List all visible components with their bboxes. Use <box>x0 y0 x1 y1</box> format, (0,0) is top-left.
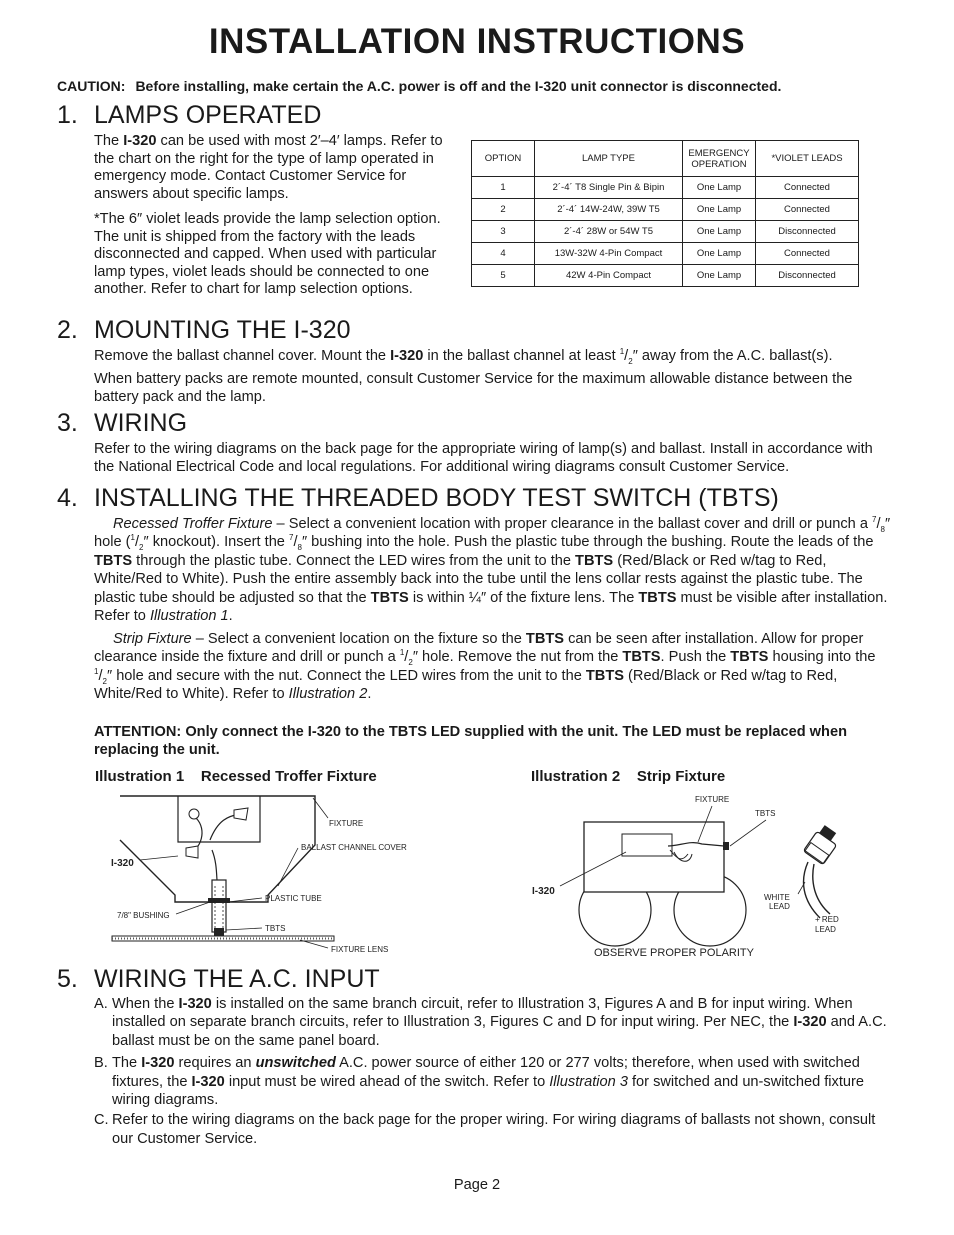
label-red-lead-1: + RED <box>815 915 839 924</box>
table-row <box>472 199 859 221</box>
table-row <box>472 265 859 287</box>
table-cell: One Lamp <box>683 243 756 265</box>
table-cell: One Lamp <box>683 265 756 287</box>
table-cell: One Lamp <box>683 199 756 221</box>
strip-fixture-paragraph: Strip Fixture – Select a convenient location on the fixture so the TBTS can be seen after installation. Allow for proper clearance inside the fixture and drill or punch a $^1/_2''$ hole. Remove the nut from the TBTS. Push the TBTS housing into the $^1/_2''$ hole and secure with the nut. Connect the LED wires from the unit to the TBTS (Red/Black or Red w/tag to Red, White/Red to White). Refer to Illustration 2. <box>94 631 876 703</box>
table-row <box>472 243 859 265</box>
leader-line <box>226 928 262 930</box>
section-1-heading: 1. LAMPS OPERATED <box>57 101 322 129</box>
caution-label: CAUTION: <box>57 78 126 94</box>
illustration-2-title: Illustration 2 Strip Fixture <box>531 768 726 785</box>
lamp-selection-table <box>471 140 859 287</box>
list-item: C. Refer to the wiring diagrams on the back page for the proper wiring. For wiring diagrams of ballasts not shown, consult our Customer Service. <box>94 1112 876 1147</box>
unit-box <box>622 834 672 856</box>
table-cell: 3 <box>472 221 535 243</box>
table-cell: One Lamp <box>683 177 756 199</box>
label-white-lead-1: WHITE <box>764 893 790 902</box>
table-cell: 2´-4´ T8 Single Pin & Bipin <box>535 177 683 199</box>
white-lead-wire <box>804 862 820 918</box>
caution-notice <box>57 78 781 94</box>
mounting-paragraph-1: Remove the ballast channel cover. Mount the I-320 in the ballast channel at least $^1/_2''$ away from the A.C. ballast(s). <box>94 347 833 366</box>
tbts-switch <box>723 842 729 850</box>
bushing <box>208 898 230 903</box>
violet-leads-paragraph: *The 6″ violet leads provide the lamp selection option. The unit is shipped from the factory with the leads disconnected and capped. When used with particular lamp types, violet leads should be connected to one another. Refer to chart for lamp selection options. <box>94 211 441 297</box>
leader-line <box>140 856 178 860</box>
plastic-tube <box>212 880 226 932</box>
page-title: INSTALLATION INSTRUCTIONS <box>208 22 746 61</box>
table-cell: Connected <box>756 243 859 265</box>
unit-screw <box>189 809 199 819</box>
leader-line <box>176 902 210 914</box>
section-3-heading: 3. WIRING <box>57 409 188 437</box>
illustration-1-diagram <box>100 790 430 960</box>
illustration-2-diagram <box>520 790 850 965</box>
tbts-switch <box>214 928 224 936</box>
wiring-paragraph: Refer to the wiring diagrams on the back page for the appropriate wiring of lamp(s) and ballast. Install in accordance with the National Electrical Code and local regulations. For additional wiring diagrams consult Customer Service. <box>94 441 873 476</box>
table-cell: 4 <box>472 243 535 265</box>
table-header-cell: EMERGENCY OPERATION <box>683 141 756 177</box>
label-unit: I-320 <box>111 858 134 869</box>
wire-nut <box>186 846 198 858</box>
leader-line <box>730 820 766 846</box>
table-header-cell: *VIOLET LEADS <box>756 141 859 177</box>
label-plastic-tube: PLASTIC TUBE <box>265 894 322 903</box>
caution-text: Before installing, make certain the A.C. power is off and the I-320 unit connector is disconnected. <box>135 78 782 94</box>
table-header-cell: LAMP TYPE <box>535 141 683 177</box>
section-4-heading: 4. INSTALLING THE THREADED BODY TEST SWITCH (TBTS) <box>57 484 779 512</box>
label-tbts: TBTS <box>265 924 286 933</box>
list-item: A. When the I-320 is installed on the same branch circuit, refer to Illustration 3, Figures A and B for input wiring. When installed on separate branch circuits, refer to Illustration 3, Figures C and D for input wiring. Per NEC, the I-320 and A.C. ballast must be on the same panel board. <box>94 996 887 1049</box>
table-row <box>472 221 859 243</box>
ac-input-list <box>94 995 894 1148</box>
label-white-lead-2: LEAD <box>769 902 790 911</box>
table-cell: 13W-32W 4-Pin Compact <box>535 243 683 265</box>
table-cell: Disconnected <box>756 221 859 243</box>
table-cell: Connected <box>756 177 859 199</box>
label-polarity: OBSERVE PROPER POLARITY <box>594 947 754 959</box>
mounting-paragraph-2: When battery packs are remote mounted, consult Customer Service for the maximum allowable distance between the battery pack and the lamp. <box>94 371 853 406</box>
page-number: Page 2 <box>453 1177 501 1193</box>
label-fixture: FIXTURE <box>695 795 730 804</box>
tbts-detail <box>803 825 836 918</box>
attention-notice: ATTENTION: Only connect the I-320 to the TBTS LED supplied with the unit. The LED must be replaced when replacing the unit. <box>94 724 847 758</box>
list-item: B. The I-320 requires an unswitched A.C. power source of either 120 or 277 volts; therefore, when used with switched fixtures, the I-320 input must be wired ahead of the switch. Refer to Illustration 3 for switched and un-switched fixture wiring diagrams. <box>94 1055 864 1109</box>
table-cell: 5 <box>472 265 535 287</box>
wire-nut <box>234 808 248 820</box>
lamps-intro-paragraph: The I-320 can be used with most 2′–4′ lamps. Refer to the chart on the right for the type of lamp operated in emergency mode. Contact Customer Service for answers about specific lamps. <box>94 133 443 202</box>
table-cell: 2´-4´ 14W-24W, 39W T5 <box>535 199 683 221</box>
table-header-row <box>472 141 859 177</box>
table-cell: One Lamp <box>683 221 756 243</box>
section-2-heading: 2. MOUNTING THE I-320 <box>57 316 351 344</box>
ballast-channel-cover <box>178 796 260 842</box>
table-cell: 1 <box>472 177 535 199</box>
recessed-troffer-paragraph: Recessed Troffer Fixture – Select a convenient location with proper clearance in the ballast cover and drill or punch a $^7/_8''$ hole ($^1/_2''$ knockout). Insert the $^7/_8''$ bushing into the hole. Push the plastic tube through the bushing. Route the leads of the TBTS through the plastic tube. Connect the LED wires from the unit to the TBTS (Red/Black or Red w/tag to Red, White/Red to White). Push the entire assembly back into the tube until the lens collar rests against the plastic tube. The plastic tube should be adjusted so that the TBTS is within ¼″ of the fixture lens. The TBTS must be visible after installation. Refer to Illustration 1. <box>94 515 891 625</box>
label-red-lead-2: LEAD <box>815 925 836 934</box>
label-tbts: TBTS <box>755 809 776 818</box>
table-cell: 42W 4-Pin Compact <box>535 265 683 287</box>
table-cell: 2 <box>472 199 535 221</box>
label-unit: I-320 <box>532 886 555 897</box>
label-bushing: 7/8" BUSHING <box>117 911 170 920</box>
table-cell: Disconnected <box>756 265 859 287</box>
table-row <box>472 177 859 199</box>
red-lead-wire <box>813 864 830 914</box>
label-lens: FIXTURE LENS <box>331 945 389 954</box>
label-fixture: FIXTURE <box>329 819 364 828</box>
table-cell: 2´-4´ 28W or 54W T5 <box>535 221 683 243</box>
table-header-cell: OPTION <box>472 141 535 177</box>
table-cell: Connected <box>756 199 859 221</box>
label-ballast-cover: BALLAST CHANNEL COVER <box>301 843 407 852</box>
strip-fixture-body <box>584 822 724 892</box>
illustration-1-title: Illustration 1 Recessed Troffer Fixture <box>95 768 377 785</box>
section-5-heading: 5. WIRING THE A.C. INPUT <box>57 965 380 993</box>
